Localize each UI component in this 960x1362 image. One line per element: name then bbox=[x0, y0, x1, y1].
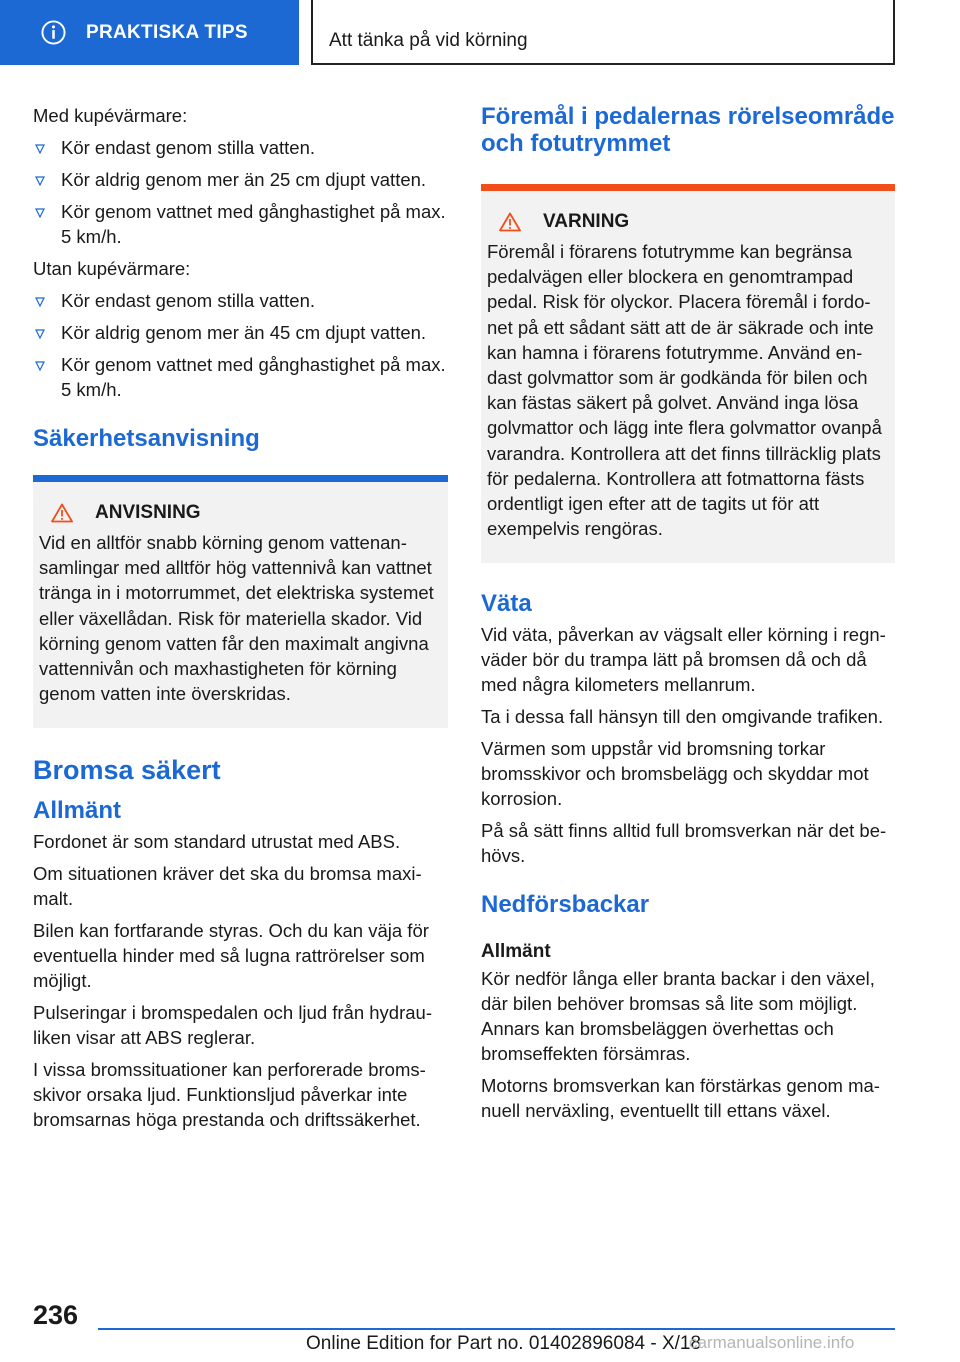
paragraph: Ta i dessa fall hänsyn till den omgivande trafiken. bbox=[481, 706, 884, 728]
paragraph: På så sätt finns alltid full bromsverkan när det behövs. bbox=[481, 820, 887, 867]
warning-title: VARNING bbox=[543, 211, 630, 232]
warning-box bbox=[481, 184, 895, 563]
warning-bar bbox=[481, 184, 895, 191]
list-item: Kör endast genom stilla vatten. bbox=[33, 288, 448, 313]
triangle-bullet-icon bbox=[35, 297, 45, 307]
paragraph: Kör nedför långa eller branta backar i den växel, där bilen behöver bromsas så lite som möjligt. Annars kan bromsbeläggen överhettas och bromseffekten försämras. bbox=[481, 968, 875, 1065]
list-item: Kör aldrig genom mer än 45 cm djupt vatten. bbox=[33, 320, 448, 345]
without-heater-label: Utan kupévärmare: bbox=[33, 258, 191, 279]
left-column bbox=[33, 103, 448, 1139]
footer-divider bbox=[98, 1328, 895, 1330]
section-header bbox=[311, 0, 895, 65]
watermark: carmanualsonline.info bbox=[689, 1333, 855, 1352]
chapter-tab[interactable] bbox=[0, 0, 299, 65]
brake-heading: Bromsa säkert bbox=[33, 755, 221, 786]
wet-heading: Väta bbox=[481, 590, 532, 618]
list-item: Kör endast genom stilla vatten. bbox=[33, 135, 448, 160]
paragraph: Fordonet är som standard utrustat med ABS. bbox=[33, 831, 401, 853]
paragraph: Motorns bromsverkan kan förstärkas genom manuell nerväxling, eventuellt till ettans växel. bbox=[481, 1075, 880, 1122]
list-item: Kör genom vattnet med gånghastighet på max. 5 km/h. bbox=[33, 199, 448, 249]
right-column bbox=[481, 103, 895, 1130]
triangle-bullet-icon bbox=[35, 144, 45, 154]
paragraph: Värmen som uppstår vid bromsning torkar bromsskivor och bromsbelägg och skyddar mot korrosion. bbox=[481, 738, 869, 810]
list-item: Kör aldrig genom mer än 25 cm djupt vatten. bbox=[33, 167, 448, 192]
notice-title: ANVISNING bbox=[95, 502, 201, 523]
warning-body: Föremål i förarens fotutrymme kan begränsa pedalvägen eller blockera en genomtrampad pedal. Risk för olyckor. Placera föremål i fordonet på ett sådant sätt att de är säkrade och inte kan hamna i förarens fotutrymme. Använd endast golvmattor som är godkända för bilen och kan fästas säkert på golvet. Använd inga lösa golvmattor och lägg inte flera golvmattor ovanpå varandra. Kontrollera att det finns tillräcklig plats för pedalerna. Kontrollera att fotmattorna fästs ordentligt igen efter att de tagits ut för att exempelvis rengöras. bbox=[487, 241, 882, 540]
warning-triangle-icon bbox=[499, 212, 521, 232]
downhill-subheading: Allmänt bbox=[481, 941, 551, 963]
triangle-bullet-icon bbox=[35, 361, 45, 371]
notice-box bbox=[33, 475, 448, 728]
general-heading: Allmänt bbox=[33, 797, 122, 825]
warning-triangle-icon bbox=[51, 503, 73, 523]
downhill-heading: Nedförsbackar bbox=[481, 891, 650, 919]
info-icon bbox=[41, 20, 66, 45]
triangle-bullet-icon bbox=[35, 329, 45, 339]
chapter-tab-label: PRAKTISKA TIPS bbox=[86, 21, 248, 43]
with-heater-label: Med kupévärmare: bbox=[33, 105, 188, 126]
triangle-bullet-icon bbox=[35, 176, 45, 186]
paragraph: I vissa bromssituationer kan perforerade bromsskivor orsaka ljud. Funktionsljud påverkar inte bromsarnas höga prestanda och driftssäkerhet. bbox=[33, 1059, 426, 1131]
paragraph: Om situationen kräver det ska du bromsa maximalt. bbox=[33, 863, 422, 910]
paragraph: Vid väta, påverkan av vägsalt eller körning i regnväder bör du trampa lätt på bromsen då och då med några kilometers mellanrum. bbox=[481, 624, 886, 696]
pedal-heading: Föremål i pedalernas rörelseområde och fotutrymmet bbox=[481, 103, 895, 157]
page-number: 236 bbox=[33, 1300, 79, 1330]
section-title: Att tänka på vid körning bbox=[329, 30, 528, 51]
paragraph: Bilen kan fortfarande styras. Och du kan väja för eventuella hinder med så lugna rattrörelser som möjligt. bbox=[33, 920, 429, 992]
paragraph: Pulseringar i bromspedalen och ljud från hydrauliken visar att ABS reglerar. bbox=[33, 1002, 433, 1049]
notice-bar bbox=[33, 475, 448, 482]
safety-heading: Säkerhetsanvisning bbox=[33, 425, 260, 452]
list-item: Kör genom vattnet med gånghastighet på max. 5 km/h. bbox=[33, 352, 448, 402]
notice-body: Vid en alltför snabb körning genom vattenansamlingar med alltför hög vattennivå kan vattnet tränga in i motorrummet, det elektriska systemet eller växellådan. Risk för materiella skador. Vid körning genom vatten får den maximalt angivna vattennivån och maxhastigheten för körning genom vatten inte överskridas. bbox=[39, 532, 434, 705]
triangle-bullet-icon bbox=[35, 208, 45, 218]
edition-note: Online Edition for Part no. 01402896084 - X/18 bbox=[306, 1333, 702, 1354]
